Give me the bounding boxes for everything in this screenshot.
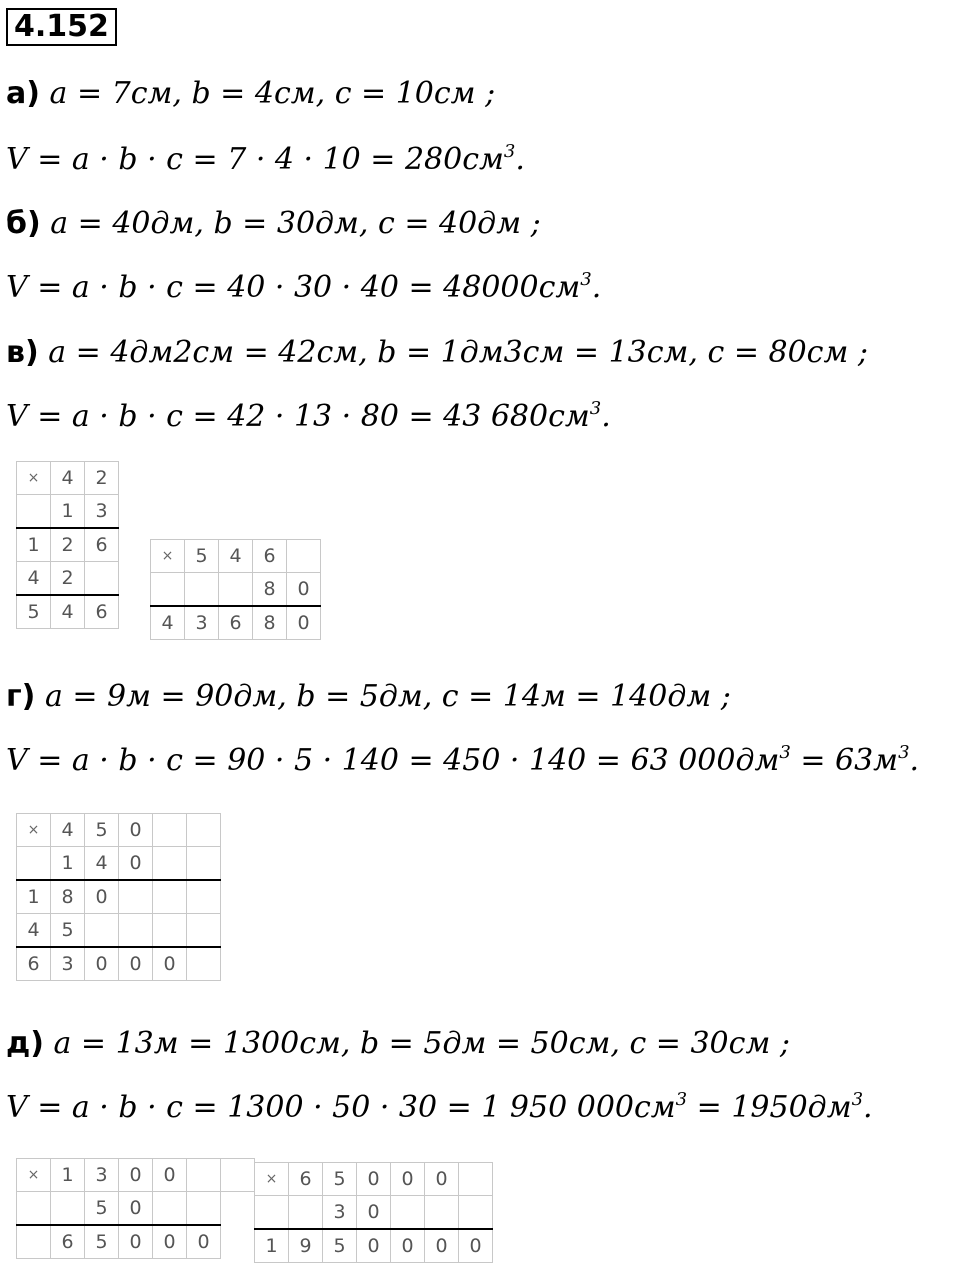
calc-digit: 0 <box>425 1229 459 1263</box>
calc-digit: 6 <box>219 606 253 640</box>
calc-row <box>17 1192 255 1226</box>
part-g-power-1: 3 <box>779 742 791 763</box>
calc-row <box>17 914 221 948</box>
calc-digit <box>221 1159 255 1192</box>
calc-digit <box>153 880 187 914</box>
calc-digit: 0 <box>153 947 187 981</box>
part-d-volume <box>6 1088 873 1128</box>
calc-row <box>17 462 119 495</box>
calc-digit <box>153 914 187 948</box>
calc-digit <box>187 880 221 914</box>
calc-digit: 1 <box>51 495 85 529</box>
part-d-power-2: 3 <box>851 1089 864 1110</box>
calc-digit: 4 <box>151 606 185 640</box>
calc-digit: 0 <box>391 1163 425 1196</box>
calc-digit: 5 <box>85 1192 119 1226</box>
part-d-given <box>6 1024 790 1064</box>
part-a-volume <box>6 140 525 180</box>
calc-digit: 6 <box>289 1163 323 1196</box>
calc-digit: 0 <box>153 1225 187 1259</box>
part-d-power-1: 3 <box>675 1089 688 1110</box>
calc-digit <box>459 1196 493 1230</box>
calc-row <box>17 528 119 562</box>
part-b-given <box>6 204 541 244</box>
part-a-end: . <box>515 142 525 177</box>
calc-digit: 4 <box>51 595 85 629</box>
calc-digit: 8 <box>253 573 287 607</box>
calc-table-450x140 <box>16 813 221 981</box>
part-d-end: . <box>863 1090 873 1125</box>
calc-digit: 4 <box>17 914 51 948</box>
part-g-power-2: 3 <box>898 742 910 763</box>
calc-row <box>17 1225 255 1259</box>
calc-table-546x80 <box>150 539 321 640</box>
calc-digit: 4 <box>17 562 51 596</box>
part-a-values: a = 7см, b = 4см, c = 10см ; <box>49 76 496 111</box>
calc-digit: 0 <box>119 1159 153 1192</box>
part-b-values: a = 40дм, b = 30дм, c = 40дм ; <box>50 206 541 241</box>
calc-row <box>255 1229 493 1263</box>
calc-digit <box>187 914 221 948</box>
calc-digit <box>289 1196 323 1230</box>
calc-digit <box>17 1192 51 1226</box>
calc-digit <box>187 1192 221 1226</box>
calc-row <box>17 947 221 981</box>
multiply-sign: × <box>17 814 51 847</box>
part-a-volume-expr: V = a · b · c = 7 · 4 · 10 = 280см <box>6 142 504 177</box>
calc-row <box>151 540 321 573</box>
calc-digit: 3 <box>85 495 119 529</box>
part-v-volume <box>6 397 611 437</box>
calc-digit: 6 <box>51 1225 85 1259</box>
calc-digit: 2 <box>51 562 85 596</box>
part-g-volume-conv: = 63м <box>790 743 899 778</box>
calc-row <box>255 1196 493 1230</box>
calc-digit: 1 <box>17 528 51 562</box>
calc-row <box>17 595 119 629</box>
calc-digit <box>219 573 253 607</box>
calc-digit <box>255 1196 289 1230</box>
calc-digit: 3 <box>85 1159 119 1192</box>
calc-digit: 6 <box>17 947 51 981</box>
part-d-volume-expr: V = a · b · c = 1300 · 50 · 30 = 1 950 000см <box>6 1090 676 1125</box>
calc-digit: 0 <box>357 1196 391 1230</box>
calc-digit: 8 <box>253 606 287 640</box>
calc-digit <box>119 880 153 914</box>
calc-digit: 0 <box>119 1225 153 1259</box>
calc-row <box>151 573 321 607</box>
calc-digit <box>153 1192 187 1226</box>
calc-digit <box>51 1192 85 1226</box>
calc-digit: 0 <box>85 947 119 981</box>
calc-digit: 0 <box>119 947 153 981</box>
calc-digit <box>391 1196 425 1230</box>
calc-digit: 0 <box>459 1229 493 1263</box>
calc-digit <box>119 914 153 948</box>
calc-digit: 0 <box>119 1192 153 1226</box>
part-g-values: a = 9м = 90дм, b = 5дм, c = 14м = 140дм ; <box>44 679 731 714</box>
calc-digit <box>85 914 119 948</box>
calc-digit: 0 <box>187 1225 221 1259</box>
part-a-given <box>6 74 495 114</box>
calc-digit: 6 <box>85 528 119 562</box>
calc-row <box>255 1163 493 1196</box>
calc-digit: 1 <box>51 1159 85 1192</box>
calc-row <box>17 847 221 881</box>
calc-digit: 4 <box>219 540 253 573</box>
calc-row <box>17 880 221 914</box>
calc-digit <box>187 947 221 981</box>
calc-table-1300x50 <box>16 1158 255 1259</box>
part-d-volume-conv: = 1950дм <box>687 1090 852 1125</box>
calc-table-42x13 <box>16 461 119 629</box>
calc-digit <box>187 1159 221 1192</box>
calc-digit: 5 <box>85 814 119 847</box>
calc-digit <box>17 495 51 529</box>
calc-digit: 3 <box>323 1196 357 1230</box>
calc-digit: 0 <box>119 814 153 847</box>
calc-digit <box>85 562 119 596</box>
part-v-power: 3 <box>589 398 602 419</box>
task-number: 4.152 <box>6 8 117 46</box>
calc-digit: 4 <box>51 814 85 847</box>
part-v-end: . <box>601 399 611 434</box>
calc-digit <box>153 847 187 881</box>
calc-digit <box>185 573 219 607</box>
calc-digit <box>287 540 321 573</box>
part-g-label: г) <box>6 679 36 714</box>
calc-digit: 3 <box>185 606 219 640</box>
part-g-end: . <box>909 743 920 778</box>
calc-digit: 8 <box>51 880 85 914</box>
calc-digit: 3 <box>51 947 85 981</box>
calc-digit: 5 <box>85 1225 119 1259</box>
calc-digit: 0 <box>357 1163 391 1196</box>
calc-digit: 6 <box>253 540 287 573</box>
calc-digit: 6 <box>85 595 119 629</box>
part-b-label: б) <box>6 206 41 241</box>
calc-digit: 4 <box>85 847 119 881</box>
calc-digit: 0 <box>287 606 321 640</box>
calc-digit: 0 <box>85 880 119 914</box>
calc-digit <box>187 847 221 881</box>
calc-digit: 1 <box>255 1229 289 1263</box>
calc-digit: 0 <box>153 1159 187 1192</box>
multiply-sign: × <box>17 1159 51 1192</box>
calc-digit: 4 <box>51 462 85 495</box>
part-v-given <box>6 333 868 373</box>
part-v-volume-expr: V = a · b · c = 42 · 13 · 80 = 43 680см <box>6 399 590 434</box>
part-d-label: д) <box>6 1026 44 1061</box>
part-a-label: а) <box>6 76 40 111</box>
calc-digit: 0 <box>425 1163 459 1196</box>
part-b-end: . <box>591 270 602 305</box>
part-v-values: a = 4дм2см = 42см, b = 1дм3см = 13см, c = 80см ; <box>48 335 868 370</box>
calc-digit <box>151 573 185 607</box>
part-d-values: a = 13м = 1300см, b = 5дм = 50см, c = 30см ; <box>53 1026 790 1061</box>
part-g-given <box>6 677 731 717</box>
calc-digit <box>187 814 221 847</box>
calc-digit: 9 <box>289 1229 323 1263</box>
calc-digit: 0 <box>119 847 153 881</box>
calc-digit <box>425 1196 459 1230</box>
calc-digit: 0 <box>287 573 321 607</box>
calc-digit: 5 <box>323 1163 357 1196</box>
calc-row <box>17 814 221 847</box>
calc-row <box>151 606 321 640</box>
part-b-volume-expr: V = a · b · c = 40 · 30 · 40 = 48000см <box>6 270 581 305</box>
calc-digit: 2 <box>51 528 85 562</box>
calc-digit <box>459 1163 493 1196</box>
calc-digit: 5 <box>17 595 51 629</box>
calc-row <box>17 495 119 529</box>
calc-digit <box>153 814 187 847</box>
calc-digit <box>17 1225 51 1259</box>
multiply-sign: × <box>17 462 51 495</box>
calc-digit: 1 <box>17 880 51 914</box>
calc-digit: 1 <box>51 847 85 881</box>
calc-digit: 5 <box>323 1229 357 1263</box>
calc-row <box>17 562 119 596</box>
part-a-power: 3 <box>503 141 516 162</box>
calc-digit: 0 <box>357 1229 391 1263</box>
calc-digit: 5 <box>51 914 85 948</box>
multiply-sign: × <box>255 1163 289 1196</box>
part-g-volume-expr: V = a · b · c = 90 · 5 · 140 = 450 · 140 = 63 000дм <box>6 743 780 778</box>
part-g-volume <box>6 741 919 781</box>
calc-digit: 2 <box>85 462 119 495</box>
multiply-sign: × <box>151 540 185 573</box>
part-v-label: в) <box>6 335 39 370</box>
part-b-volume <box>6 268 601 308</box>
part-b-power: 3 <box>580 269 592 290</box>
calc-digit: 0 <box>391 1229 425 1263</box>
calc-digit <box>17 847 51 881</box>
calc-digit: 5 <box>185 540 219 573</box>
calc-table-6500x30 <box>254 1162 493 1263</box>
calc-row <box>17 1159 255 1192</box>
